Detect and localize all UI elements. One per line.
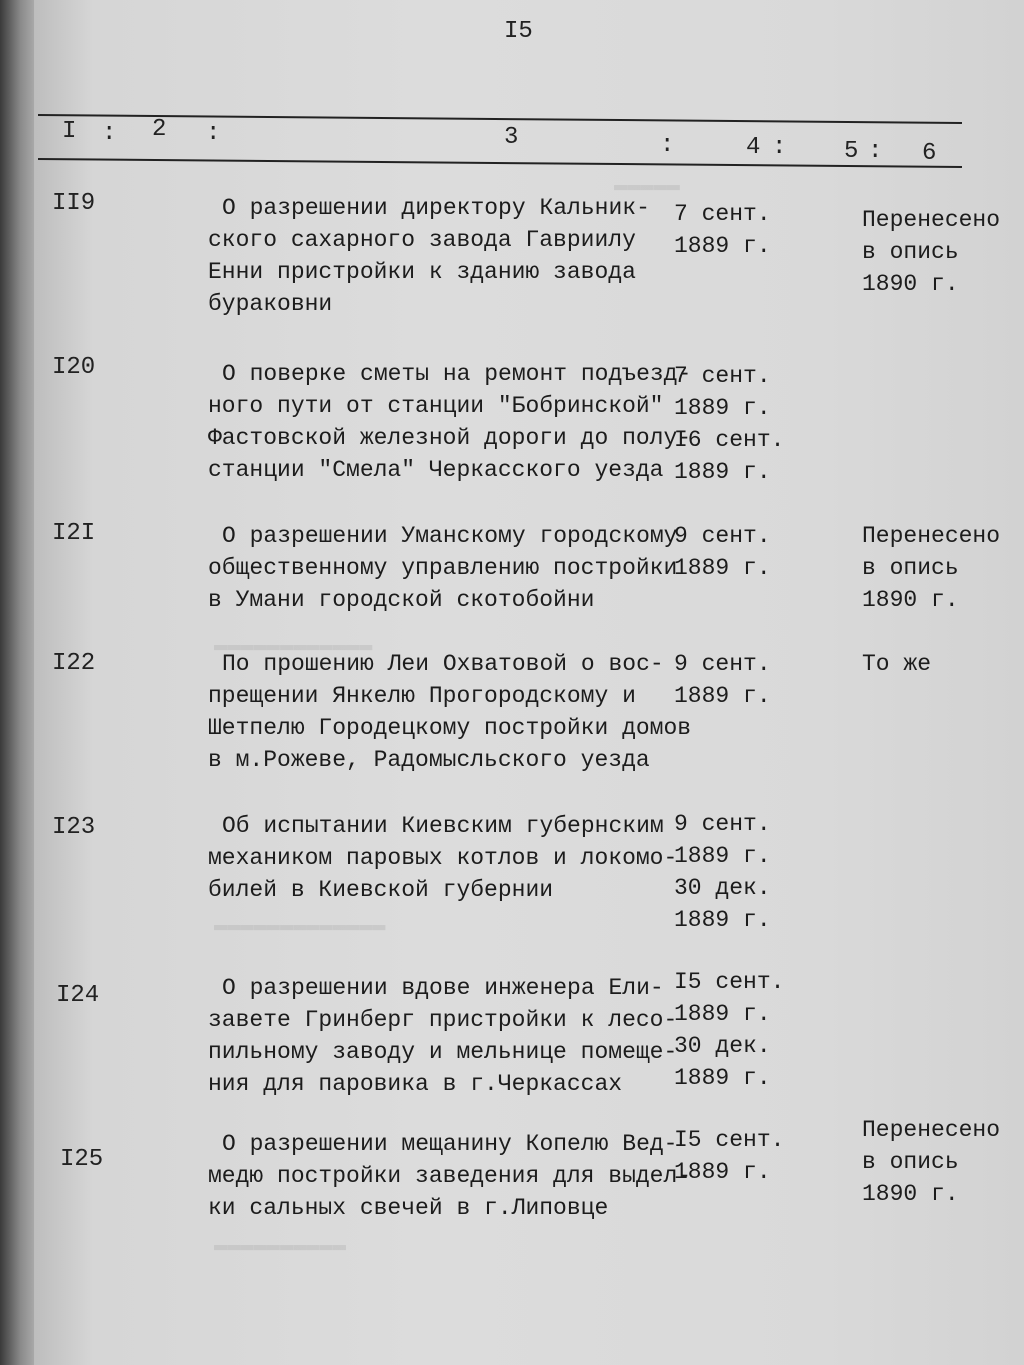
row-number: I22 [52,650,96,677]
date-line: 1889 г. [674,843,771,869]
header-sep: : [102,120,117,147]
header-col-3: 3 [504,124,519,151]
row-date [674,360,784,488]
date-line: 1889 г. [674,459,771,485]
row-note [862,520,1000,616]
page-number: I5 [504,18,533,45]
note-line: Перенесено [862,1117,1001,1143]
row-note [862,204,1000,300]
note-line: в опись [862,555,959,581]
row-date [674,198,771,262]
description-line: ки сальных свечей в г.Липовце [208,1195,609,1221]
description-line: в м.Рожеве, Радомысльского уезда [208,747,650,773]
header-sep: : [206,120,221,147]
document-page [34,0,1024,1365]
date-line: I6 сент. [674,427,785,453]
show-through: ▬▬▬▬▬▬▬▬▬▬▬▬ [214,633,373,658]
note-line: 1890 г. [862,1181,959,1207]
date-line: 1889 г. [674,1065,771,1091]
date-line: 1889 г. [674,555,771,581]
description-line: О разрешении директору Кальник- [222,195,650,221]
header-bottom-rule [38,158,962,168]
description-line: бураковни [208,291,333,317]
row-description [208,1128,691,1224]
row-date [674,1124,784,1188]
date-line: I5 сент. [674,1127,785,1153]
description-line: О поверке сметы на ремонт подъезд- [222,361,692,387]
header-sep: : [868,138,883,165]
date-line: 9 сент. [674,523,771,549]
row-date [674,520,771,584]
row-description [208,648,691,776]
row-number: I20 [52,354,96,381]
date-line: 1889 г. [674,1159,771,1185]
show-through: ▬▬▬▬▬ [614,173,681,198]
note-line: 1890 г. [862,587,959,613]
description-line: О разрешении вдове инженера Ели- [222,975,664,1001]
header-top-rule [38,114,962,124]
note-line: То же [862,651,932,677]
date-line: 7 сент. [674,363,771,389]
note-line: в опись [862,1149,959,1175]
header-col-4: 4 [746,134,761,161]
row-note [862,1114,1000,1210]
description-line: общественному управлению постройки [208,555,678,581]
description-line: механиком паровых котлов и локомо- [208,845,678,871]
description-line: завете Гринберг пристройки к лесо- [208,1007,678,1033]
row-date [674,648,771,712]
date-line: 30 дек. [674,875,771,901]
description-line: Об испытании Киевским губернским [222,813,664,839]
description-line: прещении Янкелю Прогородскому и [208,683,636,709]
date-line: 7 сент. [674,201,771,227]
date-line: 1889 г. [674,907,771,933]
note-line: Перенесено [862,523,1001,549]
show-through: ▬▬▬▬▬▬▬▬▬▬ [214,1233,347,1258]
row-note [862,648,931,680]
header-col-1: I [62,118,77,145]
row-description [208,358,691,486]
row-date [674,808,771,936]
description-line: Фастовской железной дороги до полу- [208,425,692,451]
row-number: I23 [52,814,96,841]
date-line: 1889 г. [674,395,771,421]
description-line: станции "Смела" Черкасского уезда [208,457,664,483]
row-number: I24 [56,982,100,1009]
date-line: 1889 г. [674,233,771,259]
date-line: 30 дек. [674,1033,771,1059]
note-line: в опись [862,239,959,265]
row-description [208,810,677,906]
date-line: 1889 г. [674,1001,771,1027]
page-edge-shadow [0,0,34,1365]
note-line: Перенесено [862,207,1001,233]
description-line: О разрешении мещанину Копелю Вед- [222,1131,678,1157]
row-number: I2I [52,520,96,547]
description-line: ного пути от станции "Бобринской" [208,393,664,419]
description-line: пильному заводу и мельнице помеще- [208,1039,678,1065]
header-col-5: 5 [844,138,859,165]
header-col-2: 2 [152,116,167,143]
description-line: в Умани городской скотобойни [208,587,595,613]
description-line: О разрешении Уманскому городскому [222,523,678,549]
description-line: ния для паровика в г.Черкассах [208,1071,623,1097]
show-through: ▬▬▬▬▬▬▬▬▬▬▬▬▬ [214,913,386,938]
row-number: I25 [60,1146,104,1173]
header-sep: : [772,134,787,161]
row-number: II9 [52,190,96,217]
date-line: 1889 г. [674,683,771,709]
header-sep: : [660,132,675,159]
row-description [208,192,650,320]
description-line: медю постройки заведения для выдел- [208,1163,692,1189]
date-line: 9 сент. [674,811,771,837]
date-line: 9 сент. [674,651,771,677]
description-line: билей в Киевской губернии [208,877,554,903]
description-line: Енни пристройки к зданию завода [208,259,636,285]
description-line: ского сахарного завода Гавриилу [208,227,636,253]
header-col-6: 6 [922,140,937,167]
row-description [208,972,677,1100]
row-description [208,520,677,616]
description-line: Шетпелю Городецкому постройки домов [208,715,692,741]
note-line: 1890 г. [862,271,959,297]
description-line: По прошению Леи Охватовой о вос- [222,651,664,677]
row-date [674,966,784,1094]
date-line: I5 сент. [674,969,785,995]
